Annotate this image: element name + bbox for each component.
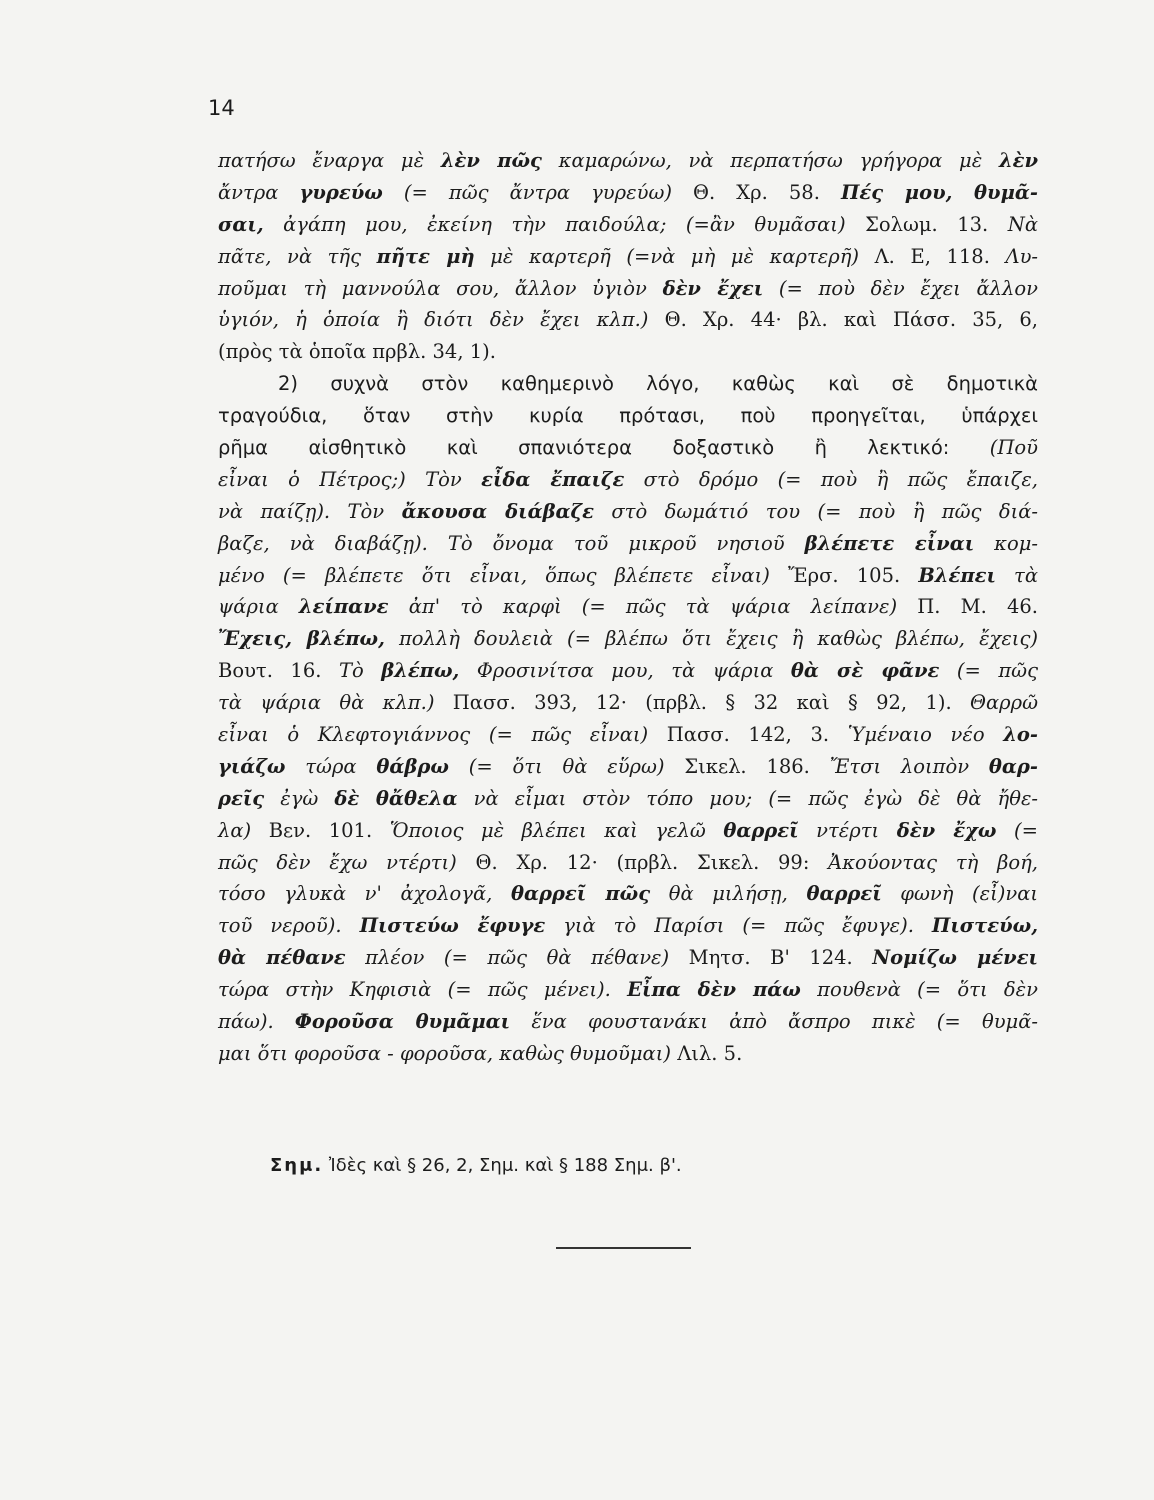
bold-phrase: Βλέπει [918, 563, 996, 587]
text-segment: Ἀκούοντας τὴ βοή, [828, 850, 1038, 874]
text-line [218, 464, 1038, 496]
text-segment: Λιλ. 5. [677, 1041, 743, 1065]
text-line [218, 336, 1038, 368]
text-segment: νὰ εἶμαι στὸν τόπο μου; (= πῶς ἐγὼ δὲ θὰ ἤθε- [457, 786, 1039, 810]
text-line [218, 719, 1038, 751]
text-line [218, 815, 1038, 847]
text-segment: τόσο γλυκὰ ν' ἀχολογᾶ, [218, 882, 511, 906]
text-segment: πολλὴ δουλειὰ (= βλέπω ὅτι ἔχεις ἢ καθὼς βλέπω, ἔχεις) [384, 627, 1038, 651]
bold-phrase: βλέπω, [381, 659, 460, 683]
text-segment: εἶναι ὁ Κλεφτογιάννος (= πῶς εἶναι) [218, 723, 667, 747]
text-line [218, 273, 1038, 305]
text-segment: Βουτ. 16. [218, 659, 339, 683]
text-segment: τώρα [285, 754, 377, 778]
bold-phrase: Εἶπα δὲν πάω [627, 978, 801, 1002]
text-segment: Πασσ. 142, 3. [666, 723, 848, 747]
text-segment: (= πῶς [939, 659, 1039, 683]
text-segment: μαι ὅτι φοροῦσα - φοροῦσα, καθὼς θυμοῦμαι) [218, 1041, 678, 1065]
bold-phrase: Πιστεύω ἔφυγε [359, 914, 546, 938]
text-segment: (= πῶς ἄντρα γυρεύω) [382, 180, 694, 204]
text-line [218, 304, 1038, 336]
text-segment: Τὸ [338, 659, 382, 683]
text-segment: ἀπ' τὸ καρφὶ (= πῶς τὰ ψάρια λείπανε) [388, 595, 918, 619]
bold-phrase: βλέπετε εἶναι [804, 531, 975, 555]
text-segment: Θ. Χρ. 12· (πρβλ. Σικελ. 99: [475, 850, 829, 874]
text-segment: μὲ καρτερῆ (=νὰ μὴ μὲ καρτερῆ) [474, 244, 875, 268]
text-segment: γιὰ τὸ Παρίσι (= πῶς ἔφυγε). [545, 914, 932, 938]
bold-phrase: Νομίζω μένει [872, 946, 1038, 970]
text-segment: Σικελ. 186. [684, 754, 830, 778]
text-line [218, 910, 1038, 942]
text-segment: Θ. Χρ. 44· βλ. καὶ Πάσσ. 35, 6, [664, 308, 1038, 332]
text-line [218, 145, 1038, 177]
bold-phrase: θὰ πέθανε [218, 946, 346, 970]
text-segment: (πρὸς τὰ ὁποῖα πρβλ. 34, 1). [218, 340, 496, 364]
text-segment: πατήσω ἔναργα μὲ [218, 149, 441, 172]
text-segment: Σολωμ. 13. [865, 212, 1008, 236]
text-segment: Π. Μ. 46. [917, 595, 1038, 619]
text-segment: Λυ- [1005, 244, 1039, 268]
text-segment: εἶναι ὁ Πέτρος;) Τὸν [218, 467, 482, 491]
text-segment: (= ποὺ δὲν ἔχει ἄλλον [763, 276, 1038, 300]
bold-phrase: θαρρεῖ [806, 882, 882, 906]
text-segment: ντέρτι [798, 818, 897, 842]
text-segment: Θ. Χρ. 58. [693, 180, 841, 204]
bold-phrase: σαι, [218, 212, 264, 236]
bold-phrase: ἄκουσα διάβαζε [401, 499, 594, 523]
bold-phrase: Φοροῦσα θυμᾶμαι [294, 1010, 511, 1034]
text-segment: πλέον (= πῶς θὰ πέθανε) [345, 946, 689, 970]
text-segment: πᾶτε, νὰ τῆς [218, 244, 377, 268]
text-line [218, 1038, 1038, 1070]
text-line [218, 1006, 1038, 1038]
text-line [218, 878, 1038, 910]
bold-phrase: δὲν ἔχω [896, 818, 997, 842]
bold-phrase: εἶδα ἔπαιζε [481, 467, 625, 491]
text-line [218, 209, 1038, 241]
text-segment: στὸ δρόμο (= ποὺ ἢ πῶς ἔπαιζε, [624, 467, 1038, 491]
text-segment: νὰ παίζῃ). Τὸν [218, 499, 402, 523]
text-segment: κομ- [974, 531, 1038, 555]
bold-phrase: γυρεύω [299, 180, 383, 204]
text-segment: 2) συχνὰ στὸν καθημερινὸ λόγο, καθὼς καὶ σὲ δημοτικὰ [278, 372, 1038, 396]
text-segment: ψάρια [218, 595, 299, 619]
text-segment: πάω). [218, 1010, 295, 1034]
section-end-rule [556, 1247, 691, 1249]
text-segment: τραγούδια, ὅταν στὴν κυρία πρότασι, ποὺ προηγεῖται, ὑπάρχει [218, 404, 1038, 428]
text-segment: στὸ δωμάτιό του (= ποὺ ἢ πῶς διά- [593, 499, 1038, 523]
text-line [218, 751, 1038, 783]
bold-phrase: λὲν [998, 149, 1038, 172]
text-segment: (Ποῦ [989, 436, 1038, 460]
text-segment: (= [996, 818, 1039, 842]
text-segment: καμαρώνω, νὰ περπατήσω γρήγορα μὲ [541, 149, 999, 172]
text-segment: (= ὅτι θὰ εὕρω) [448, 754, 685, 778]
text-line [218, 241, 1038, 273]
text-segment: μένο (= βλέπετε ὅτι εἶναι, ὅπως βλέπετε εἶναι) [218, 563, 788, 587]
text-segment: τοῦ νεροῦ). [218, 914, 360, 938]
text-line [218, 496, 1038, 528]
bold-phrase: δὲ θἄθελα [334, 786, 458, 810]
text-line [218, 623, 1038, 655]
text-segment: ὑγιόν, ἡ ὁποία ἢ διότι δὲν ἔχει κλπ.) [218, 308, 665, 332]
text-segment: θὰ μιλήσῃ, [650, 882, 807, 906]
text-segment: Λ. Ε, 118. [874, 244, 1006, 268]
text-line [218, 847, 1038, 879]
text-segment: λα) [218, 818, 269, 842]
text-line [218, 974, 1038, 1006]
text-line [218, 400, 1038, 432]
text-segment: Θαρρῶ [970, 691, 1038, 715]
bold-phrase: Πές μου, θυμᾶ- [840, 180, 1038, 204]
bold-phrase: λο- [1003, 723, 1038, 747]
footnote [270, 1155, 682, 1176]
text-segment: Πασσ. 393, 12· (πρβλ. § 32 καὶ § 92, 1). [452, 691, 971, 715]
text-segment: Ὑμέναιο νέο [847, 723, 1004, 747]
text-segment: φωνὴ (εἶ)ναι [881, 882, 1039, 906]
footnote-label: Σημ. [270, 1155, 324, 1176]
bold-phrase: δὲν ἔχει [662, 276, 764, 300]
bold-phrase: θάβρω [376, 754, 449, 778]
text-line [218, 368, 1038, 400]
text-line [218, 655, 1038, 687]
body-text [218, 145, 1038, 1070]
text-segment: ποῦμαι τὴ μαννούλα σου, ἄλλον ὑγιὸν [218, 276, 663, 300]
text-line [218, 942, 1038, 974]
text-segment: βαζε, νὰ διαβάζῃ). Τὸ ὄνομα τοῦ μικροῦ νησιοῦ [218, 531, 805, 555]
bold-phrase: λὲν πῶς [440, 149, 542, 172]
text-segment: Μητσ. Β' 124. [688, 946, 873, 970]
text-segment: πουθενὰ (= ὅτι δὲν [800, 978, 1038, 1002]
text-segment: τὰ [995, 563, 1039, 587]
text-line [218, 177, 1038, 209]
text-segment: Ἔρσ. 105. [787, 563, 919, 587]
text-segment: τώρα στὴν Κηφισιὰ (= πῶς μένει). [218, 978, 628, 1002]
text-segment: ρῆμα αἰσθητικὸ καὶ σπανιότερα δοξαστικὸ ἢ λεκτικό: [218, 436, 990, 460]
text-segment: τὰ ψάρια θὰ κλπ.) [218, 691, 453, 715]
bold-phrase: Πιστεύω, [931, 914, 1039, 938]
text-line [218, 560, 1038, 592]
text-segment: ἀγάπη μου, ἐκείνη τὴν παιδούλα; (=ἂν θυμᾶσαι) [263, 212, 866, 236]
bold-phrase: γιάζω [218, 754, 286, 778]
text-segment: ἄντρα [218, 180, 300, 204]
bold-phrase: θαρ- [988, 754, 1038, 778]
text-line [218, 432, 1038, 464]
text-line [218, 783, 1038, 815]
page-number: 14 [208, 96, 235, 120]
text-segment: Νὰ [1007, 212, 1038, 236]
text-segment: Βεν. 101. [268, 818, 390, 842]
text-line [218, 528, 1038, 560]
bold-phrase: θαρρεῖ [723, 818, 799, 842]
text-segment: Ὅποιος μὲ βλέπει καὶ γελῶ [389, 818, 724, 842]
text-line [218, 591, 1038, 623]
text-segment: Φροσινίτσα μου, τὰ ψάρια [459, 659, 791, 683]
text-segment: πῶς δὲν ἔχω ντέρτι) [218, 850, 476, 874]
text-segment: ἕνα φουστανάκι ἀπὸ ἄσπρο πικὲ (= θυμᾶ- [510, 1010, 1038, 1034]
bold-phrase: ρεῖς [218, 786, 265, 810]
footnote-text: Ἰδὲς καὶ § 26, 2, Σημ. καὶ § 188 Σημ. β'. [323, 1155, 682, 1176]
bold-phrase: θαρρεῖ πῶς [510, 882, 651, 906]
bold-phrase: λείπανε [298, 595, 389, 619]
text-segment: Ἔτσι λοιπὸν [829, 754, 989, 778]
text-line [218, 687, 1038, 719]
bold-phrase: θὰ σὲ φᾶνε [790, 659, 940, 683]
bold-phrase: Ἔχεις, βλέπω, [218, 627, 385, 651]
text-segment: ἐγὼ [264, 786, 335, 810]
bold-phrase: πῆτε μὴ [376, 244, 475, 268]
